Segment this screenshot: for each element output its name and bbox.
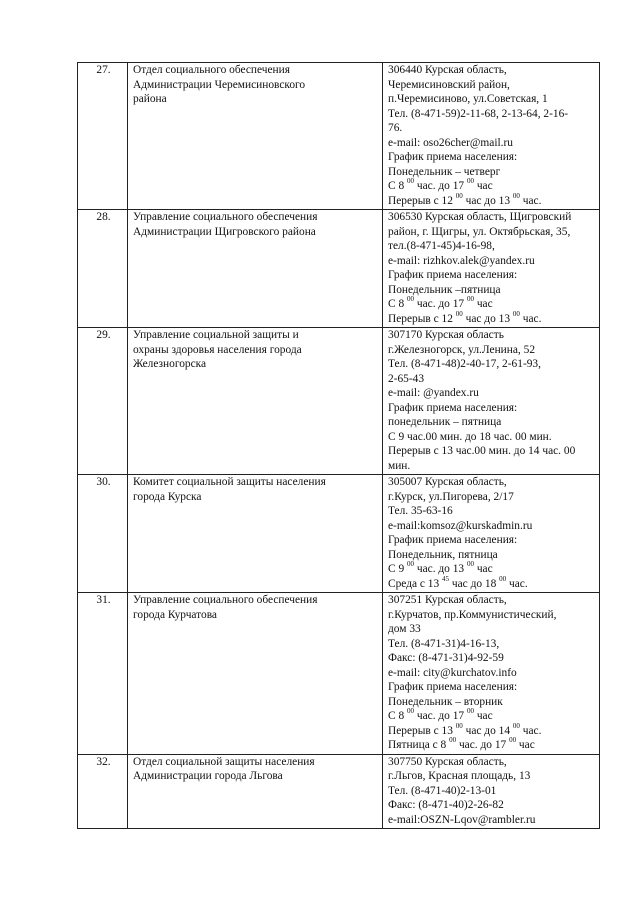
contact-text: Перерыв с 13 (388, 724, 456, 737)
time-minutes-superscript: 00 (407, 295, 414, 304)
contact-line (388, 268, 596, 283)
agency-name-cell (128, 63, 383, 210)
contact-text: час (473, 710, 493, 722)
contact-text: г.Курск, ул.Пигорева, 2/17 (388, 490, 514, 503)
contact-line (388, 695, 596, 710)
contact-line (388, 738, 596, 753)
contact-text: 306440 Курская область, (388, 64, 507, 76)
contact-details-cell (383, 754, 600, 829)
time-minutes-superscript: 00 (512, 191, 520, 200)
contact-details-cell (383, 210, 600, 328)
contact-text: Перерыв с 12 (388, 194, 456, 207)
contact-details-cell (383, 593, 600, 755)
row-number: 28. (78, 210, 128, 328)
contact-text: График приема населения: (388, 534, 518, 546)
contact-line (388, 150, 596, 165)
contact-text: час. до 17 (456, 739, 510, 751)
contact-text: 307251 Курская область, (388, 594, 507, 606)
contact-line (388, 784, 596, 799)
contact-text: час. (519, 724, 542, 737)
contact-text: 2-65-43 (388, 372, 425, 385)
contact-text: С 9 (388, 563, 407, 575)
contact-text: e-mail: @yandex.ru (388, 387, 479, 399)
contact-line (388, 357, 596, 372)
contact-line (388, 666, 596, 681)
contact-line (388, 165, 596, 180)
agency-name-line: Управление социального обеспечения (133, 594, 318, 606)
contact-text: График приема населения: (388, 401, 518, 414)
agency-name-line: Администрации Черемисиновского (133, 78, 306, 91)
contact-text: час. до 13 (414, 563, 467, 575)
contact-text: Среда с 13 (388, 577, 443, 590)
contact-text: Перерыв с 12 (388, 312, 456, 325)
contact-text: час. (519, 194, 542, 207)
contact-line (388, 254, 596, 269)
contact-text: e-mail:OSZN-Lqov@rambler.ru (388, 813, 536, 826)
contact-line (388, 475, 596, 490)
table-body (78, 63, 600, 829)
agency-name-line: Управление социального обеспечения (133, 211, 318, 223)
agency-name-line: города Курчатова (133, 608, 217, 621)
contact-details-cell (383, 63, 600, 210)
agency-name-line: Комитет социальной защиты населения (133, 476, 326, 488)
contact-text: тел.(8-471-45)4-16-98, (388, 240, 495, 252)
contact-text: час. до 17 (414, 180, 467, 192)
table-row (78, 593, 600, 755)
contact-text: Понедельник, пятница (388, 548, 498, 561)
contact-line (388, 136, 596, 151)
contact-text: График приема населения: (388, 269, 518, 281)
contact-text: С 8 (388, 298, 407, 310)
agency-name-line: Железногорска (133, 358, 207, 370)
contact-text: 305007 Курская область, (388, 476, 507, 488)
agency-name-line: Администрации Щигровского района (133, 225, 316, 238)
contact-text: 306530 Курская область, Щигровский (388, 211, 572, 223)
contact-line (388, 562, 596, 577)
table-row (78, 210, 600, 328)
time-minutes-superscript: 00 (466, 177, 474, 186)
time-minutes-superscript: 00 (512, 721, 520, 730)
contact-text: час. до 17 (414, 710, 467, 722)
row-number: 31. (78, 593, 128, 755)
time-minutes-superscript: 00 (466, 295, 474, 304)
contact-text: Понедельник – четверг (388, 165, 501, 178)
contact-line (388, 297, 596, 312)
contact-line (388, 459, 596, 474)
time-minutes-superscript: 45 (442, 574, 450, 583)
contact-line (388, 755, 596, 770)
contact-text: дом 33 (388, 623, 421, 635)
contact-text: Перерыв с 13 час.00 мин. до 14 час. 00 (388, 445, 576, 457)
contact-line (388, 309, 596, 327)
contact-line (388, 210, 596, 225)
contact-line (388, 239, 596, 254)
agency-contacts-table (77, 62, 600, 829)
contact-text: час (473, 563, 493, 575)
contact-line (388, 593, 596, 608)
time-minutes-superscript: 00 (466, 707, 474, 716)
contact-text: час до 13 (462, 194, 513, 207)
contact-text: 76. (388, 122, 403, 134)
contact-line (388, 191, 596, 209)
contact-text: час до 14 (462, 724, 513, 737)
time-minutes-superscript: 00 (407, 707, 414, 716)
contact-line (388, 386, 596, 401)
agency-name-line: охраны здоровья населения города (133, 343, 302, 356)
agency-name-line: района (133, 93, 167, 105)
contact-line (388, 533, 596, 548)
table-row (78, 63, 600, 210)
time-minutes-superscript: 00 (455, 721, 463, 730)
contact-text: Понедельник –пятница (388, 283, 501, 296)
time-minutes-superscript: 00 (466, 560, 474, 569)
time-minutes-superscript: 00 (455, 191, 463, 200)
contact-line (388, 372, 596, 387)
row-number: 27. (78, 63, 128, 210)
contact-line (388, 709, 596, 724)
contact-line (388, 343, 596, 358)
contact-text: Факс: (8-471-31)4-92-59 (388, 652, 504, 664)
contact-line (388, 769, 596, 784)
contact-text: График приема населения: (388, 151, 518, 163)
contact-line (388, 651, 596, 666)
contact-line (388, 680, 596, 695)
contact-line (388, 121, 596, 136)
time-minutes-superscript: 00 (499, 574, 507, 583)
contact-text: час до 13 (462, 312, 513, 325)
table-row (78, 754, 600, 829)
contact-text: Тел. 35-63-16 (388, 505, 453, 517)
contact-text: мин. (388, 459, 411, 472)
time-minutes-superscript: 00 (512, 309, 520, 318)
contact-details-cell (383, 328, 600, 475)
contact-text: С 8 (388, 710, 407, 722)
agency-name-line: города Курска (133, 490, 202, 503)
contact-text: График приема населения: (388, 681, 518, 693)
contact-text: С 9 час.00 мин. до 18 час. 00 мин. (388, 430, 552, 443)
contact-details-cell (383, 475, 600, 593)
contact-text: С 8 (388, 180, 407, 192)
contact-line (388, 798, 596, 813)
contact-line (388, 401, 596, 416)
contact-text: 307750 Курская область, (388, 755, 507, 768)
agency-name-cell (128, 475, 383, 593)
contact-line (388, 608, 596, 623)
agency-name-line: Отдел социальной защиты населения (133, 755, 315, 768)
contact-line (388, 622, 596, 637)
contact-text: e-mail: rizhkov.alek@yandex.ru (388, 254, 535, 267)
contact-text: г.Курчатов, пр.Коммунистический, (388, 608, 557, 621)
contact-text: 307170 Курская область (388, 329, 504, 341)
contact-line (388, 63, 596, 78)
agency-name-cell (128, 593, 383, 755)
contact-text: час (473, 180, 493, 192)
contact-line (388, 430, 596, 445)
contact-line (388, 78, 596, 93)
time-minutes-superscript: 00 (407, 177, 414, 186)
contact-line (388, 813, 596, 828)
contact-line (388, 637, 596, 652)
agency-name-cell (128, 754, 383, 829)
contact-text: понедельник – пятница (388, 416, 502, 428)
contact-text: час. (519, 312, 542, 325)
contact-text: e-mail: oso26cher@mail.ru (388, 136, 513, 149)
contact-line (388, 107, 596, 122)
row-number: 29. (78, 328, 128, 475)
table-row (78, 475, 600, 593)
contact-line (388, 283, 596, 298)
contact-line (388, 444, 596, 459)
contact-line (388, 721, 596, 739)
contact-line (388, 519, 596, 534)
row-number: 32. (78, 754, 128, 829)
time-minutes-superscript: 00 (509, 736, 517, 745)
agency-name-line: Администрации города Льгова (133, 770, 283, 782)
contact-line (388, 574, 596, 592)
contact-text: Тел. (8-471-48)2-40-17, 2-61-93, (388, 358, 541, 370)
contact-text: час. до 17 (414, 298, 467, 310)
contact-line (388, 179, 596, 194)
agency-name-cell (128, 210, 383, 328)
contact-text: г.Льгов, Красная площадь, 13 (388, 770, 531, 782)
contact-line (388, 328, 596, 343)
contact-line (388, 490, 596, 505)
contact-text: Пятница с 8 (388, 739, 450, 751)
contact-text: Тел. (8-471-40)2-13-01 (388, 784, 497, 797)
time-minutes-superscript: 00 (455, 309, 463, 318)
contact-text: e-mail: city@kurchatov.info (388, 666, 517, 679)
time-minutes-superscript: 00 (449, 736, 457, 745)
contact-text: час (473, 298, 493, 310)
table-row (78, 328, 600, 475)
agency-name-cell (128, 328, 383, 475)
row-number: 30. (78, 475, 128, 593)
contact-text: район, г. Щигры, ул. Октябрьская, 35, (388, 225, 571, 238)
contact-line (388, 548, 596, 563)
contact-text: e-mail:komsoz@kurskadmin.ru (388, 519, 533, 532)
contact-text: Черемисиновский район, (388, 78, 510, 91)
contact-text: п.Черемисиново, ул.Советская, 1 (388, 93, 548, 105)
contact-line (388, 415, 596, 430)
contact-text: час до 18 (449, 577, 500, 590)
contact-text: г.Железногорск, ул.Ленина, 52 (388, 343, 536, 356)
contact-line (388, 504, 596, 519)
contact-line (388, 92, 596, 107)
contact-text: Факс: (8-471-40)2-26-82 (388, 799, 504, 811)
time-minutes-superscript: 00 (407, 560, 414, 569)
contact-line (388, 225, 596, 240)
contact-text: час. (506, 577, 528, 590)
agency-name-line: Отдел социального обеспечения (133, 64, 290, 76)
contact-text: Тел. (8-471-31)4-16-13, (388, 637, 500, 650)
contact-text: час (516, 739, 535, 751)
agency-name-line: Управление социальной защиты и (133, 329, 299, 341)
contact-text: Тел. (8-471-59)2-11-68, 2-13-64, 2-16- (388, 107, 569, 120)
contact-text: Понедельник – вторник (388, 695, 503, 708)
